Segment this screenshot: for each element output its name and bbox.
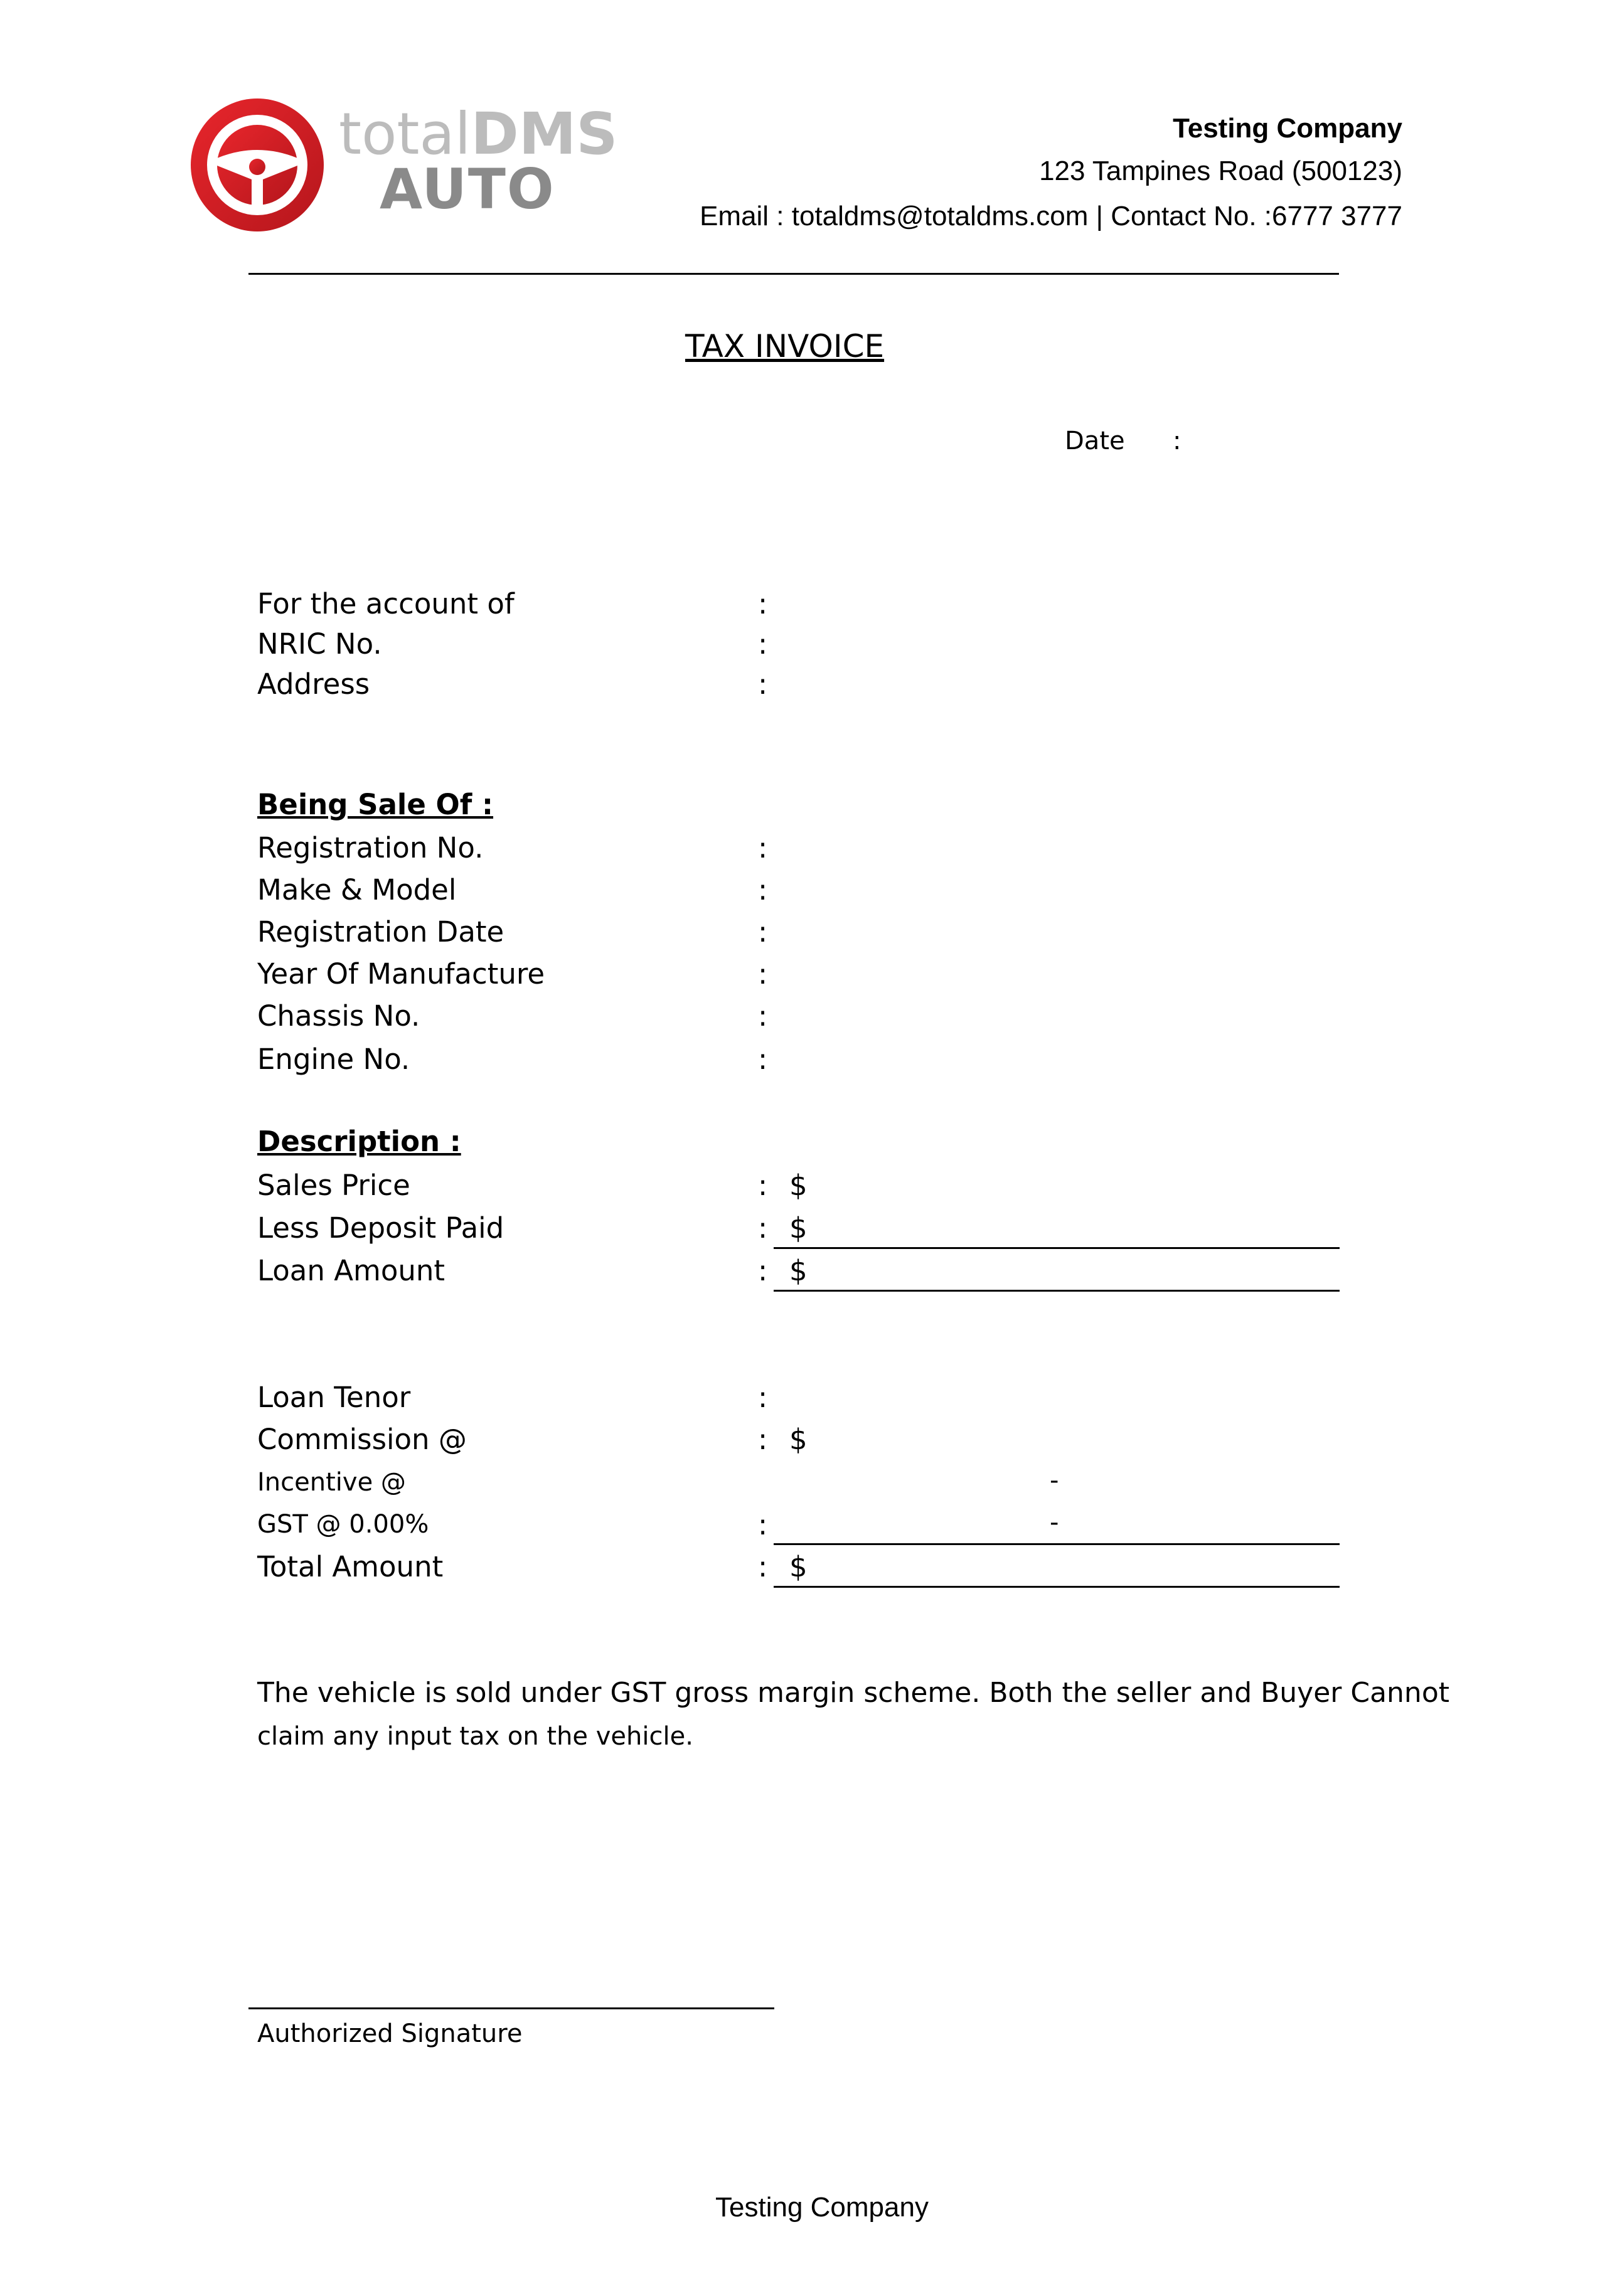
signature-line <box>248 2007 774 2009</box>
nric-colon: : <box>758 627 768 661</box>
less-deposit-colon: : <box>758 1211 768 1245</box>
logo-wordmark <box>339 100 618 167</box>
commission-label: Commission @ <box>257 1423 467 1456</box>
sales-price-label: Sales Price <box>257 1169 410 1202</box>
logo-text-auto: AUTO <box>380 157 555 221</box>
address-label: Address <box>257 667 370 701</box>
incentive-label: Incentive @ <box>257 1468 406 1497</box>
engine-no-label: Engine No. <box>257 1043 410 1076</box>
header-divider <box>248 273 1339 275</box>
gst-colon: : <box>758 1508 768 1541</box>
year-of-manufacture-colon: : <box>758 957 768 991</box>
total-amount-colon: : <box>758 1550 768 1583</box>
date-colon: : <box>1173 427 1181 455</box>
loan-tenor-colon: : <box>758 1381 768 1414</box>
logo-text-dms: DMS <box>471 100 618 167</box>
loan-tenor-label: Loan Tenor <box>257 1381 411 1414</box>
for-account-label: For the account of <box>257 587 515 620</box>
address-colon: : <box>758 667 768 701</box>
sale-heading: Being Sale Of : <box>257 788 494 821</box>
gst-scheme-note-line1: The vehicle is sold under GST gross margin scheme. Both the seller and Buyer Cannot <box>257 1677 1449 1709</box>
footer-company-name: Testing Company <box>715 2192 929 2223</box>
make-model-colon: : <box>758 873 768 906</box>
loan-amount-colon: : <box>758 1254 768 1287</box>
steering-wheel-icon <box>185 93 329 237</box>
company-name: Testing Company <box>1173 113 1402 144</box>
registration-date-colon: : <box>758 915 768 949</box>
sales-price-currency: $ <box>789 1169 808 1202</box>
gst-value: - <box>1050 1508 1059 1537</box>
year-of-manufacture-label: Year Of Manufacture <box>257 957 545 991</box>
loan-amount-underline <box>774 1290 1340 1292</box>
gst-underline <box>774 1543 1340 1545</box>
gst-scheme-note-line2: claim any input tax on the vehicle. <box>257 1722 693 1751</box>
company-address: 123 Tampines Road (500123) <box>1039 156 1402 186</box>
incentive-value: - <box>1050 1466 1059 1495</box>
less-deposit-currency: $ <box>789 1211 808 1245</box>
less-deposit-label: Less Deposit Paid <box>257 1211 504 1245</box>
chassis-no-label: Chassis No. <box>257 999 420 1033</box>
make-model-label: Make & Model <box>257 873 457 906</box>
total-amount-underline <box>774 1586 1340 1588</box>
date-label: Date <box>1065 427 1125 455</box>
company-contact: Email : totaldms@totaldms.com | Contact No. :6777 3777 <box>700 201 1402 231</box>
less-deposit-underline <box>774 1247 1340 1249</box>
total-amount-label: Total Amount <box>257 1550 444 1583</box>
total-amount-currency: $ <box>789 1550 808 1583</box>
loan-amount-label: Loan Amount <box>257 1254 445 1287</box>
description-heading: Description : <box>257 1125 461 1158</box>
sales-price-colon: : <box>758 1169 768 1202</box>
registration-no-label: Registration No. <box>257 831 484 864</box>
company-logo <box>185 93 618 237</box>
engine-no-colon: : <box>758 1043 768 1076</box>
for-account-colon: : <box>758 587 768 620</box>
authorized-signature-label: Authorized Signature <box>257 2019 523 2048</box>
registration-date-label: Registration Date <box>257 915 504 949</box>
commission-colon: : <box>758 1423 768 1456</box>
registration-no-colon: : <box>758 831 768 864</box>
commission-currency: $ <box>789 1423 808 1456</box>
gst-label: GST @ 0.00% <box>257 1510 429 1539</box>
loan-amount-currency: $ <box>789 1254 808 1287</box>
chassis-no-colon: : <box>758 999 768 1033</box>
logo-text-total: total <box>339 100 471 167</box>
page-title: TAX INVOICE <box>685 328 885 364</box>
nric-label: NRIC No. <box>257 627 382 661</box>
